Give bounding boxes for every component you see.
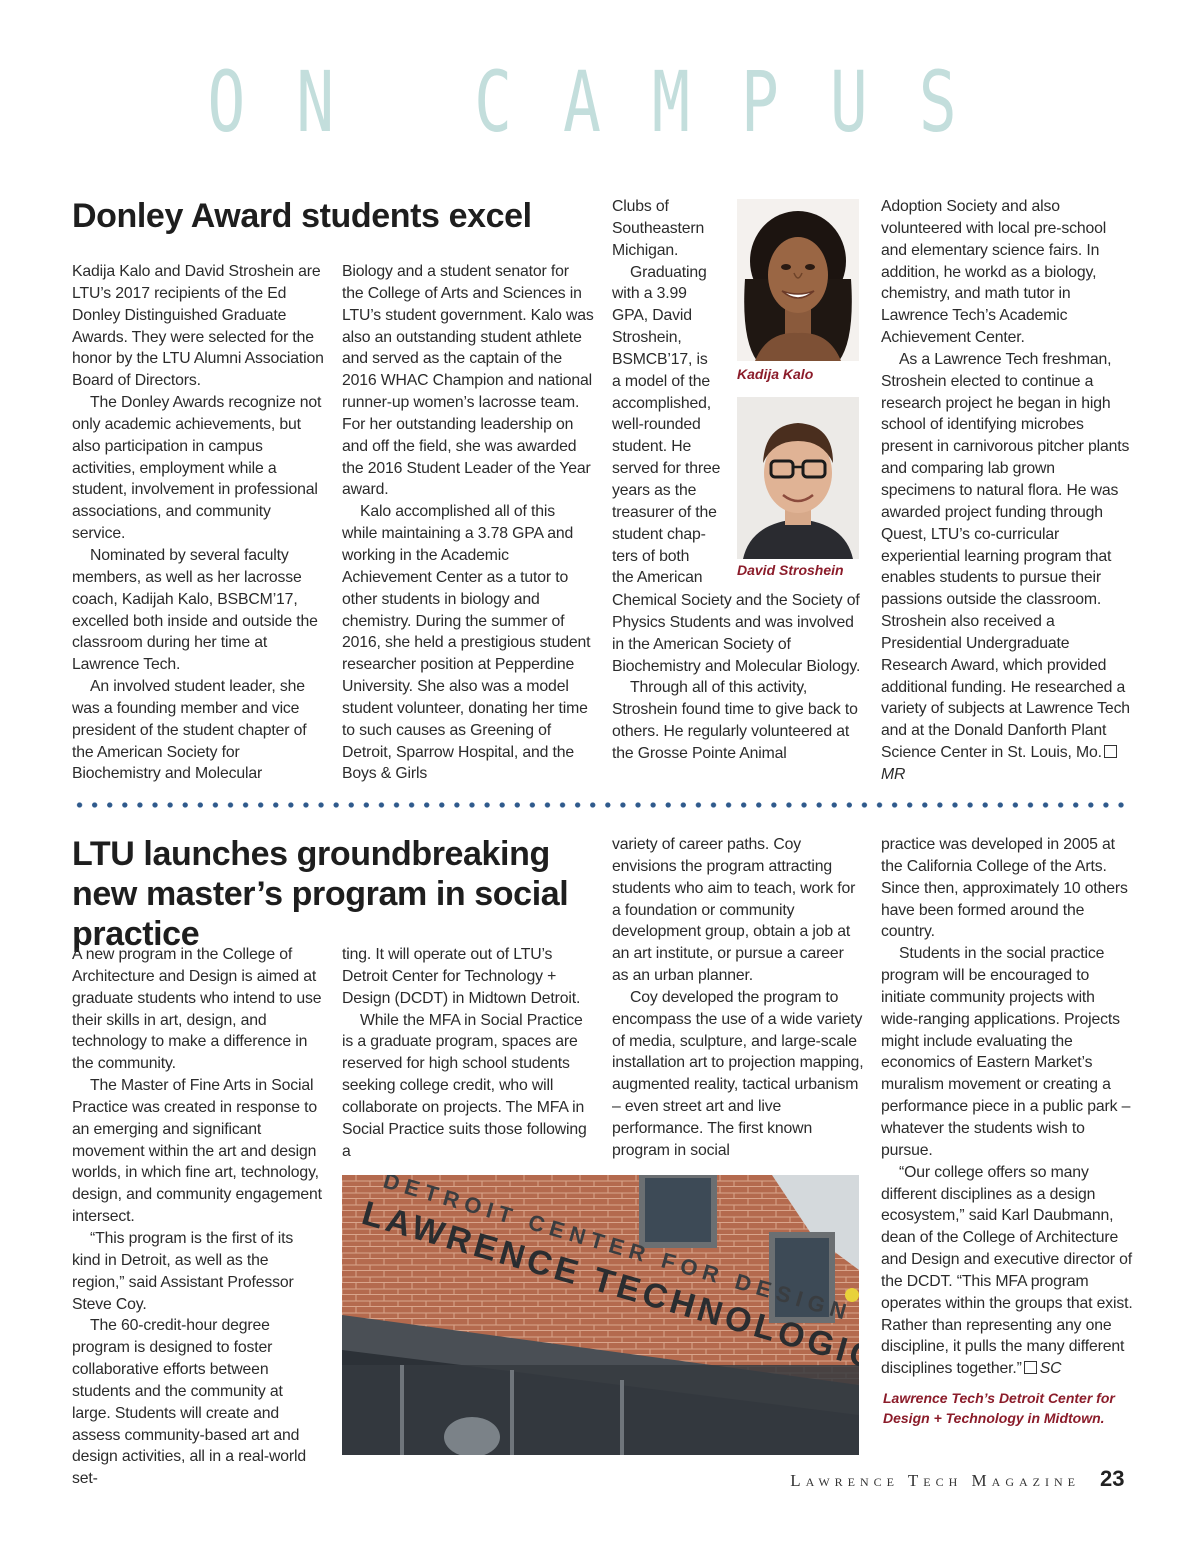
paragraph: The 60-credit-hour degree program is designed to foster collaborative efforts between students and the community at large. Students will create and assess community-based art and design activities, all in a real-world set- bbox=[72, 1317, 306, 1488]
text-line: well-rounded bbox=[612, 416, 701, 434]
article1-column-4 bbox=[881, 196, 1133, 786]
article2-column-2 bbox=[342, 944, 594, 1162]
author-initials: SC bbox=[1039, 1360, 1062, 1378]
paragraph: Kalo accomplished all of this while maintaining a 3.78 GPA and working in the Academic Achievement Center as a tutor to other students in biology and chemistry. During the summer of 2016, she held a prestigious student researcher position at Pepperdine University. She also was a model student volunteer, donating her time to such causes as Greening of Detroit, Sparrow Hospital, and the Boys & Girls bbox=[342, 503, 591, 783]
end-mark-icon bbox=[1104, 745, 1117, 758]
text-line: Stroshein, bbox=[612, 329, 682, 347]
section-kicker: ON CAMPUS bbox=[207, 53, 1008, 151]
page-number: 23 bbox=[1100, 1466, 1125, 1491]
david-stroshein-photo bbox=[737, 397, 859, 559]
kadija-kalo-photo bbox=[737, 199, 859, 361]
text-line: Clubs of bbox=[612, 198, 669, 215]
article2-headline: LTU launches groundbreaking new master’s program in social practice bbox=[72, 835, 569, 953]
text-line: ters of both bbox=[612, 547, 690, 565]
article1-column-3-wide bbox=[612, 590, 864, 765]
paragraph: Students in the social practice program will be encouraged to initiate community projects with wide-ranging applications. Projects might include evaluating the economics of Eastern Market’s muralism movement or creating a performance piece in a public park – whatever the students wish to pursue. bbox=[881, 945, 1131, 1159]
section-divider bbox=[72, 801, 1132, 809]
paragraph: The Donley Awards recognize not only academic achievements, but also participation in campus activities, employment while a student, involvement in professional associations, and community service. bbox=[72, 394, 322, 543]
paragraph: An involved student leader, she was a founding member and vice president of the student chapter of the American Society for Biochemistry and Molecular bbox=[72, 678, 307, 783]
text-line: accomplished, bbox=[612, 394, 712, 412]
article2-column-1 bbox=[72, 944, 324, 1490]
text-line: years as the bbox=[612, 481, 697, 499]
text-line: the American bbox=[612, 569, 703, 587]
paragraph: Coy developed the program to encompass the use of a wide variety of media, sculpture, and large-scale installation art to projection mapping, augmented reality, tactical urbanism – even street art and live performance. The first known program in social bbox=[612, 988, 864, 1159]
paragraph: variety of career paths. Coy envisions the program attracting students who aim to teach, work for a foundation or community development group, obtain a job at an art institute, or pursue a career as an urban planner. bbox=[612, 836, 856, 985]
text-line: treasurer of the bbox=[612, 503, 717, 521]
paragraph: ting. It will operate out of LTU’s Detroit Center for Technology + Design (DCDT) in Midtown Detroit. bbox=[342, 946, 581, 1007]
article1-column-1 bbox=[72, 261, 324, 785]
text-line: with a 3.99 bbox=[612, 285, 687, 303]
photo-caption: David Stroshein bbox=[737, 562, 844, 578]
text-line: served for three bbox=[612, 460, 721, 478]
article2-column-3 bbox=[612, 834, 864, 1162]
paragraph: Through all of this activity, Stroshein found time to give back to others. He regularly volunteered at the Grosse Pointe Animal bbox=[612, 679, 858, 762]
text-line: student. He bbox=[612, 438, 692, 456]
portrait-illustration bbox=[737, 397, 859, 559]
article1-headline: Donley Award students excel bbox=[72, 197, 532, 235]
photo-caption bbox=[883, 1388, 1115, 1428]
paragraph: Chemical Society and the Society of Physics Students and was involved in the American Society of Biochemistry and Molecular Biology. bbox=[612, 592, 861, 675]
paragraph: The Master of Fine Arts in Social Practice was created in response to an emerging and significant movement within the art and design worlds, in which fine art, technology, design, and community engagement intersect. bbox=[72, 1077, 322, 1226]
paragraph-text: “Our college offers so many different disciplines as a design ecosystem,” said Karl Daubmann, dean of the College of Architecture and Design and executive director of the DCDT. “This MFA program operates within the groups that exist. Rather than representing any one discipline, it pulls the many different disciplines together.” bbox=[881, 1163, 1133, 1378]
paragraph: Biology and a student senator for the College of Arts and Sciences in LTU’s student government. Kalo was also an outstanding student athlete and served as the captain of the 2016 WHAC Champion and national runner-up women’s lacrosse team. For her outstanding leadership on and off the field, she was awarded the 2016 Student Leader of the Year award. bbox=[342, 263, 594, 499]
paragraph bbox=[881, 1162, 1133, 1380]
paragraph: Adoption Society and also volunteered with local pre-school and elementary science fairs. In addition, he workd as a biology, chemistry, and math tutor in Lawrence Tech’s Academic Achievement Center. bbox=[881, 198, 1107, 347]
author-initials: MR bbox=[881, 765, 906, 783]
paragraph: Nominated by several faculty members, as well as her lacrosse coach, Kadijah Kalo, BSBCM’17, excelled both inside and outside the classroom during her time at Lawrence Tech. bbox=[72, 546, 318, 674]
photo-caption: Kadija Kalo bbox=[737, 366, 814, 382]
text-line: BSMCB’17, is bbox=[612, 350, 708, 368]
caption-line: Design + Technology in Midtown. bbox=[883, 1410, 1105, 1426]
article2-column-4 bbox=[881, 834, 1133, 1380]
paragraph: practice was developed in 2005 at the California College of the Arts. Since then, approximately 10 others have been formed around the country. bbox=[881, 836, 1128, 941]
paragraph bbox=[881, 349, 1133, 786]
paragraph-text: As a Lawrence Tech freshman, Stroshein elected to continue a research project he began in high school of identifying microbes present in carnivorous pitcher plants and comparing lab grown specimens to natural flora. He was awarded project funding through Quest, LTU’s co-curricular experiential learning program that enables students to pursue their passions outside the classroom. Stroshein also received a Presidential Undergraduate Research Award, which provided additional funding. He researched a variety of subjects at Lawrence Tech and at the Donald Danforth Plant Science Center in St. Louis, Mo. bbox=[881, 350, 1130, 762]
paragraph: “This program is the first of its kind in Detroit, as well as the region,” said Assistant Professor Steve Coy. bbox=[72, 1229, 294, 1313]
paragraph: While the MFA in Social Practice is a graduate program, spaces are reserved for high school students seeking college credit, who will collaborate on projects. The MFA in Social Practice suits those following a bbox=[342, 1011, 587, 1160]
text-line: Michigan. bbox=[612, 241, 679, 259]
text-line: GPA, David bbox=[612, 307, 692, 325]
building-illustration bbox=[342, 1175, 859, 1455]
paragraph: Kadija Kalo and David Stroshein are LTU’s 2017 recipients of the Ed Donley Distinguished Graduate Awards. They were selected for the honor by the LTU Alumni Association Board of Directors. bbox=[72, 263, 324, 390]
magazine-name: Lawrence Tech Magazine bbox=[790, 1471, 1080, 1490]
dcdt-building-photo bbox=[342, 1175, 859, 1455]
text-line: a model of the bbox=[612, 372, 711, 390]
article1-column-3-narrow bbox=[612, 196, 734, 589]
text-line: Graduating bbox=[630, 263, 707, 281]
text-line: student chap- bbox=[612, 525, 706, 543]
paragraph: A new program in the College of Architecture and Design is aimed at graduate students who intend to use their skills in art, design, and technology to make a difference in the community. bbox=[72, 946, 322, 1073]
end-mark-icon bbox=[1024, 1361, 1037, 1374]
portrait-illustration bbox=[737, 199, 859, 361]
text-line: Southeastern bbox=[612, 219, 705, 237]
caption-line: Lawrence Tech’s Detroit Center for bbox=[883, 1390, 1115, 1406]
article1-column-2 bbox=[342, 261, 594, 785]
